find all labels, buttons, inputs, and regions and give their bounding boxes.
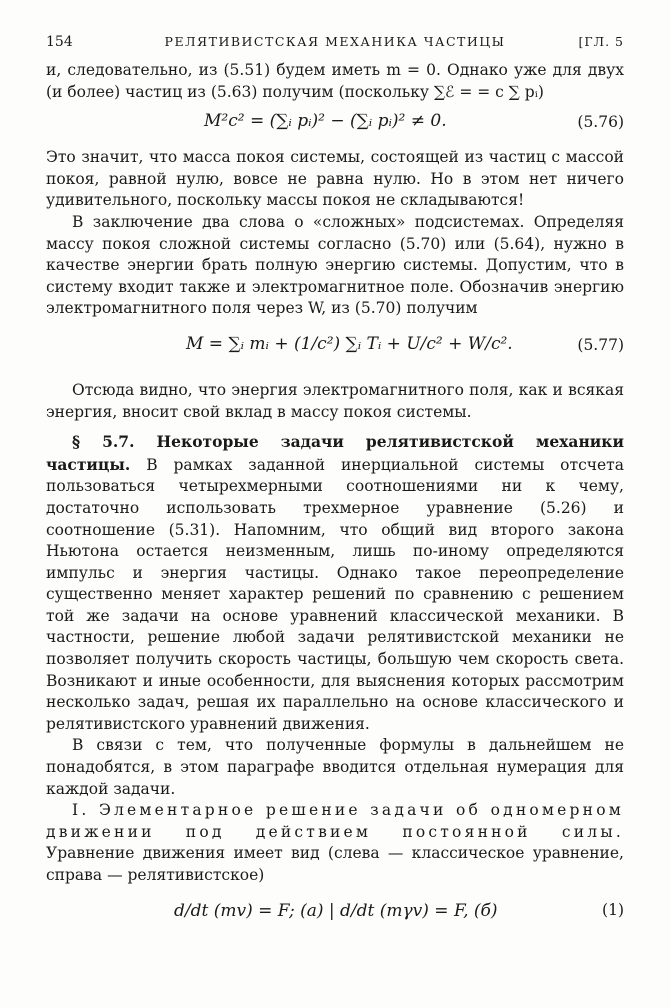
paragraph-5: В рамках заданной инерциальной системы отсчета пользоваться четырехмерными соотношениями ни к чему, достаточно использовать трехмерное уравнение (5.26) и соотношение (5.31). Напомним, что общий вид второго закона Ньютона остается неизменным, лишь по-иному определяются импульс и энергия частицы. Однако такое переопределение существенно меняет характер решений по сравнению с решением той же задачи на основе уравнений классической механики. В частности, решение любой задачи релятивистской механики не позволяет получить скорость частицы, большую чем скорость света. Возникают и иные особенности, для выяснения которых рассмотрим несколько задач, решая их параллельно на основе классического и релятивистского уравнений движения.: [46, 455, 624, 733]
equation-5-77-number: (5.77): [577, 335, 624, 354]
equation-5-77-body: M = ∑ᵢ mᵢ + (1/c²) ∑ᵢ Tᵢ + U/c² + W/c².: [186, 333, 513, 354]
equation-1-body: d/dt (mv) = F; (а) | d/dt (mγv) = F, (б): [174, 900, 498, 921]
equation-5-76-body: M²c² = (∑ᵢ pᵢ)² − (∑ᵢ pᵢ)² ≠ 0.: [204, 111, 447, 132]
paragraph-6: В связи с тем, что полученные формулы в дальнейшем не понадобятся, в этом параграфе вводится отдельная нумерация для каждой задачи.: [46, 736, 624, 798]
paragraph-7: [46, 800, 624, 886]
equation-1-number: (1): [602, 900, 624, 919]
problem-1-title: I. Элементарное решение задачи об одномерном движении под действием постоянной силы.: [46, 801, 624, 841]
equation-5-77: [46, 320, 624, 380]
paragraph-3: В заключение два слова о «сложных» подсистемах. Определяя массу покоя сложной системы согласно (5.70) или (5.64), нужно в качестве энергии брать полную энергию системы. Допустим, что в систему входит также и электромагнитное поле. Обозначив энергию электромагнитного поля через W, из (5.70) получим: [46, 212, 624, 318]
equation-1: [46, 887, 624, 939]
paragraph-7-rest: Уравнение движения имеет вид (слева — классическое уравнение, справа — релятивистское): [46, 844, 624, 884]
equation-5-76-number: (5.76): [577, 113, 624, 132]
book-page: [46, 30, 624, 939]
section-title: § 5.7. Некоторые задачи релятивистской механики частицы.: [46, 432, 624, 474]
running-title: РЕЛЯТИВИСТСКАЯ МЕХАНИКА ЧАСТИЦЫ: [164, 34, 506, 49]
paragraph-1: и, следовательно, из (5.51) будем иметь m = 0. Однако уже для двух (и более) частиц из (5.63) получим (поскольку ∑ℰ = = c ∑ pᵢ): [46, 61, 624, 101]
paragraph-4: Отсюда видно, что энергия электромагнитного поля, как и всякая энергия, вносит свой вклад в массу покоя системы.: [46, 380, 624, 421]
page-number: 154: [46, 34, 73, 50]
section-5-7: [46, 431, 624, 735]
page-header: [46, 30, 624, 60]
paragraph-2: Это значит, что масса покоя системы, состоящей из частиц с массой покоя, равной нулю, вовсе не равна нулю. Но в этом нет ничего удивительного, поскольку массы покоя не складываются!: [46, 148, 624, 210]
equation-5-76: [46, 103, 624, 147]
chapter-marker: [ГЛ. 5: [578, 34, 624, 49]
